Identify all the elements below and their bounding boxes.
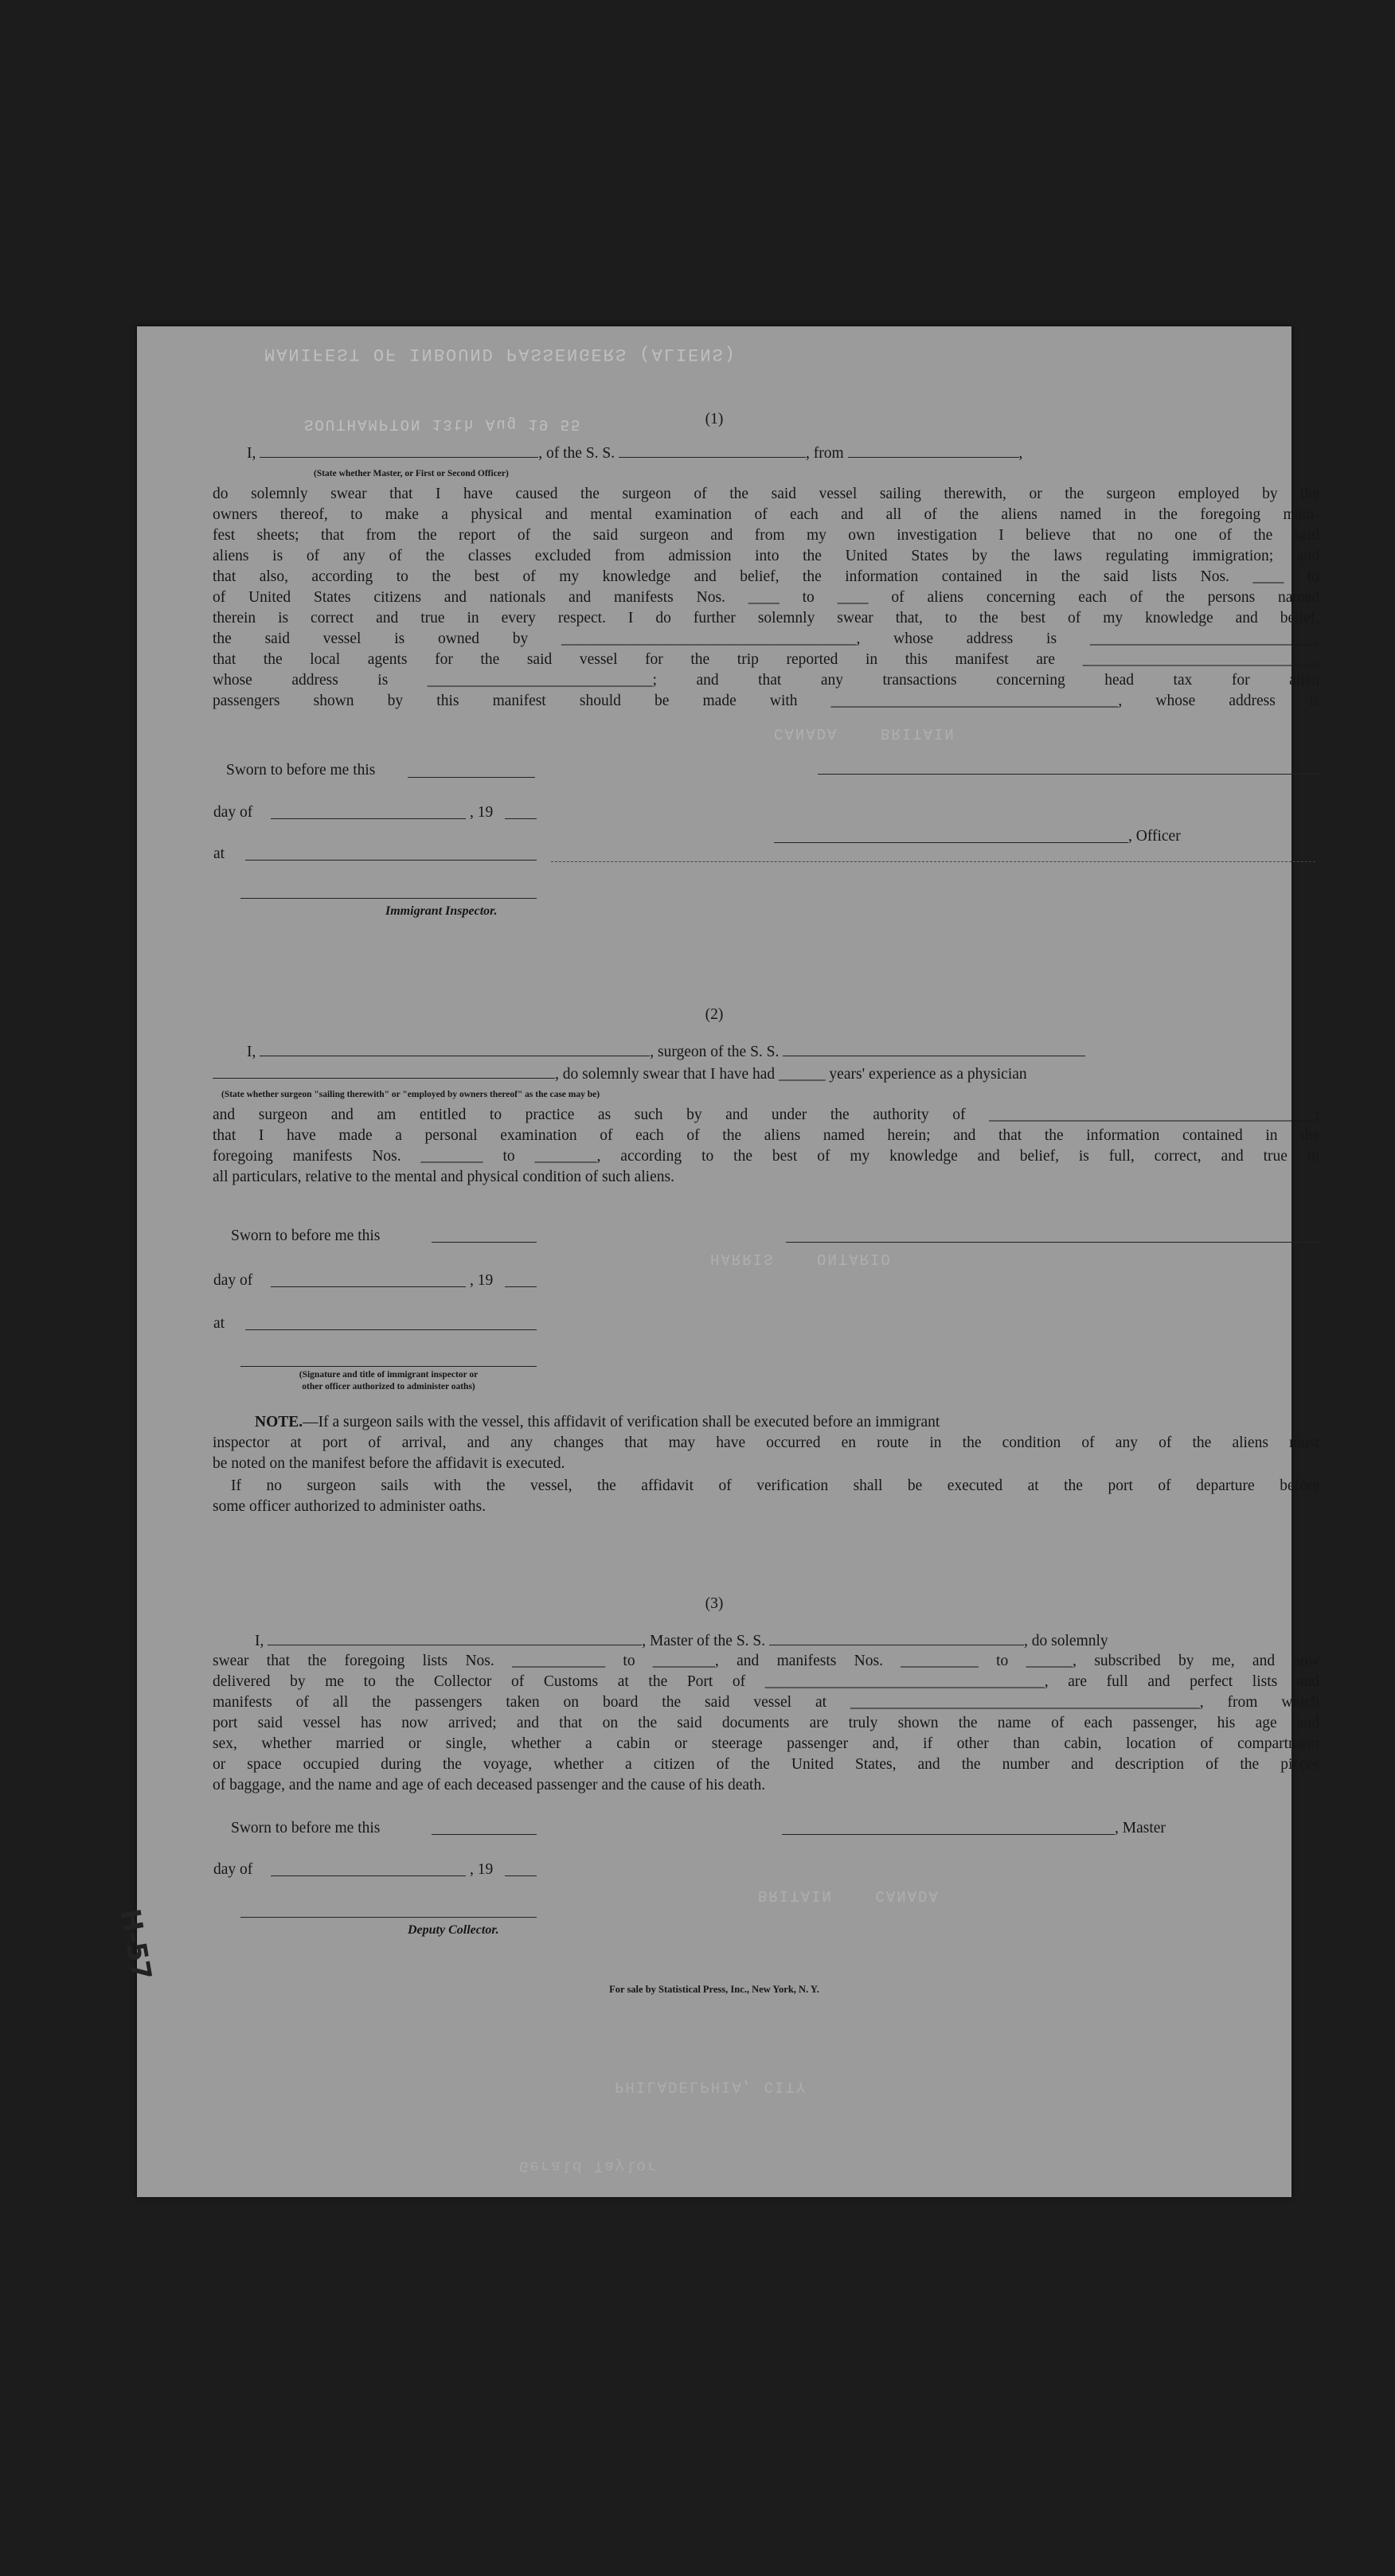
affidavit3-line: or space occupied during the voyage, whether a citizen of the United States, and the number and description of the pieces [213,1756,1319,1773]
affidavit1-line: that also, according to the best of my knowledge and belief, the information contained in the said lists Nos. ____ to [213,568,1319,585]
note-text: —If a surgeon sails with the vessel, this affidavit of verification shall be executed before an immigrant [303,1414,940,1430]
day-of-label: day of [213,804,253,821]
sworn-label: Sworn to before me this [231,1820,381,1836]
day-of-label: day of [213,1861,253,1878]
affidavit1-line: owners thereof, to make a physical and mental examination of each and all of the aliens named in the foregoing mani- [213,506,1319,523]
of-ss-label: , of the S. S. [538,445,615,462]
year-label: , 19 [470,804,494,821]
affidavit2-line: all particulars, relative to the mental and physical condition of such aliens. [213,1169,674,1185]
vessel-field[interactable] [783,1041,1085,1056]
affidavit2-line: that I have made a personal examination of each of the aliens named herein; and that the information contained in the [213,1127,1319,1144]
affidavit1-line: that the local agents for the said vessel for the trip reported in this manifest are ______________________________, [213,651,1319,668]
surgeon-caption: (State whether surgeon "sailing therewith" or "employed by owners thereof" as the case may be) [221,1090,600,1099]
affidavit-page [113,326,1319,2197]
at-line[interactable] [245,1329,537,1330]
master-label: , Master [1115,1820,1166,1836]
section-number-1: (1) [705,411,724,427]
inspector-line[interactable] [240,898,537,899]
affidavit1-line: do solemnly swear that I have caused the surgeon of the said vessel sailing therewith, or the surgeon employed by the [213,486,1319,502]
signature-caption: other officer authorized to administer oaths) [302,1382,475,1391]
master-name-field[interactable] [268,1630,642,1645]
section-number-2: (2) [705,1006,724,1023]
bleed-through-date: SOUTHAMPTON 13th Aug 19 55 [304,416,582,433]
section-number-3: (3) [705,1595,724,1612]
affidavit3-line: of baggage, and the name and age of each deceased passenger and the cause of his death. [213,1777,766,1793]
year-label: , 19 [470,1272,494,1289]
i-label: I, [247,445,256,462]
surgeon-of-label: , surgeon of the S. S. [650,1044,780,1060]
affidavit3-line: manifests of all the passengers taken on board the said vessel at _____________________________________________, from which [213,1694,1319,1711]
margin-handwriting: H-57 [113,1907,158,1983]
collector-line[interactable] [240,1917,537,1918]
note-line: If no surgeon sails with the vessel, the affidavit of verification shall be executed at the port of departure before [231,1477,1319,1494]
note-label: NOTE. [255,1414,303,1430]
capacity-field[interactable] [213,1064,555,1079]
affidavit2-swear [213,1064,1027,1085]
sworn-label: Sworn to before me this [226,762,376,779]
day-of-label: day of [213,1272,253,1289]
signature-caption: (Signature and title of immigrant inspector or [299,1370,479,1380]
do-solemnly-label: , do solemnly [1024,1633,1108,1649]
i-label: I, [255,1633,264,1649]
affidavit3-line: delivered by me to the Collector of Customs at the Port of ____________________________________, are full and perfect lists and [213,1673,1319,1690]
affidavit3-line: sex, whether married or single, whether a cabin or steerage passenger and, if other than cabin, location of compartment [213,1735,1319,1752]
affidavit3-line: port said vessel has now arrived; and that on the said documents are truly shown the name of each passenger, his age and [213,1715,1319,1731]
affidavit2-opening [247,1041,1085,1063]
swear-line: , do solemnly swear that I have had ______ years' experience as a physician [555,1066,1027,1083]
officer-line[interactable] [774,842,1128,843]
affidavit1-line: fest sheets; that from the report of the said surgeon and from my own investigation I believe that no one of the said [213,527,1319,544]
i-label: I, [247,1044,256,1060]
affidavit1-opening: I, , of the S. S. , from , [247,443,1022,464]
year-label: , 19 [470,1861,494,1878]
year-line[interactable] [505,1286,537,1287]
note-line: some officer authorized to administer oaths. [213,1498,486,1515]
affidavit1-line: passengers shown by this manifest should be made with _____________________________________, whose address is [213,693,1319,709]
bleed-through-row: BRITAIN CANADA [758,1887,940,1904]
note [255,1412,940,1433]
note-line: inspector at port of arrival, and any changes that may have occurred en route in the condition of any of the aliens must [213,1434,1319,1451]
bleed-through-row: Gerald Taylor [519,2157,658,2175]
surgeon-signature-line[interactable] [786,1242,1319,1243]
day-of-line[interactable] [271,818,466,819]
from-label: , from [806,445,844,462]
affidavit2-line: and surgeon and am entitled to practice as such by and under the authority of __________________________________________; [213,1107,1319,1123]
affidavit3-line: swear that the foregoing lists Nos. ____________ to ________, and manifests Nos. __________ to ______, subscribed by me, and now [213,1653,1319,1669]
immigrant-inspector-label: Immigrant Inspector. [385,904,498,918]
master-of-label: , Master of the S. S. [642,1633,766,1649]
inspector-line[interactable] [240,1366,537,1367]
officer-label: , Officer [1128,828,1181,845]
year-line[interactable] [505,818,537,819]
vessel-field[interactable] [769,1630,1024,1645]
affidavit1-line: aliens is of any of the classes excluded from admission into the United States by the laws regulating immigration; and [213,548,1319,564]
affidavit3-opening [255,1630,1108,1652]
affidavit2-line: foregoing manifests Nos. ________ to ________, according to the best of my knowledge and belief, is full, correct, and true in [213,1148,1319,1165]
bleed-through-row: CANADA BRITAIN [774,724,955,742]
from-port-field[interactable] [848,443,1019,458]
affidavit1-line: therein is correct and true in every respect. I do further solemnly swear that, to the best of my knowledge and belief, [213,610,1319,626]
vessel-field[interactable] [619,443,806,458]
name-field[interactable] [260,443,538,458]
publisher-footer: For sale by Statistical Press, Inc., New York, N. Y. [609,1984,819,1995]
sworn-label: Sworn to before me this [231,1228,381,1244]
deputy-collector-label: Deputy Collector. [408,1923,499,1937]
sworn-date-line[interactable] [432,1242,537,1243]
day-of-line[interactable] [271,1286,466,1287]
year-line[interactable] [505,1875,537,1876]
state-caption: (State whether Master, or First or Second Officer) [314,469,509,478]
divider-dashed [551,861,1315,862]
sworn-date-line[interactable] [408,777,535,778]
at-label: at [213,845,225,862]
day-of-line[interactable] [271,1875,466,1876]
bleed-through-row: HARRIS ONTARIO [710,1250,892,1267]
surgeon-name-field[interactable] [260,1041,650,1056]
at-line[interactable] [245,860,537,861]
signature-line[interactable] [818,774,1319,775]
master-signature-line[interactable] [782,1834,1115,1835]
bleed-through-row: PHILADELPHIA, CITY [615,2078,807,2095]
affidavit1-line: whose address is _____________________________; and that any transactions concerning head tax for alien [213,672,1319,689]
note-line: be noted on the manifest before the affidavit is executed. [213,1455,565,1472]
at-label: at [213,1315,225,1332]
affidavit1-line: the said vessel is owned by ______________________________________, whose address is _____________________________; [213,630,1319,647]
bleed-through-header: MANIFEST OF INBOUND PASSENGERS (ALIENS) [264,344,737,364]
affidavit1-line: of United States citizens and nationals and manifests Nos. ____ to ____ of aliens concerning each of the persons named [213,589,1319,606]
sworn-date-line[interactable] [432,1834,537,1835]
